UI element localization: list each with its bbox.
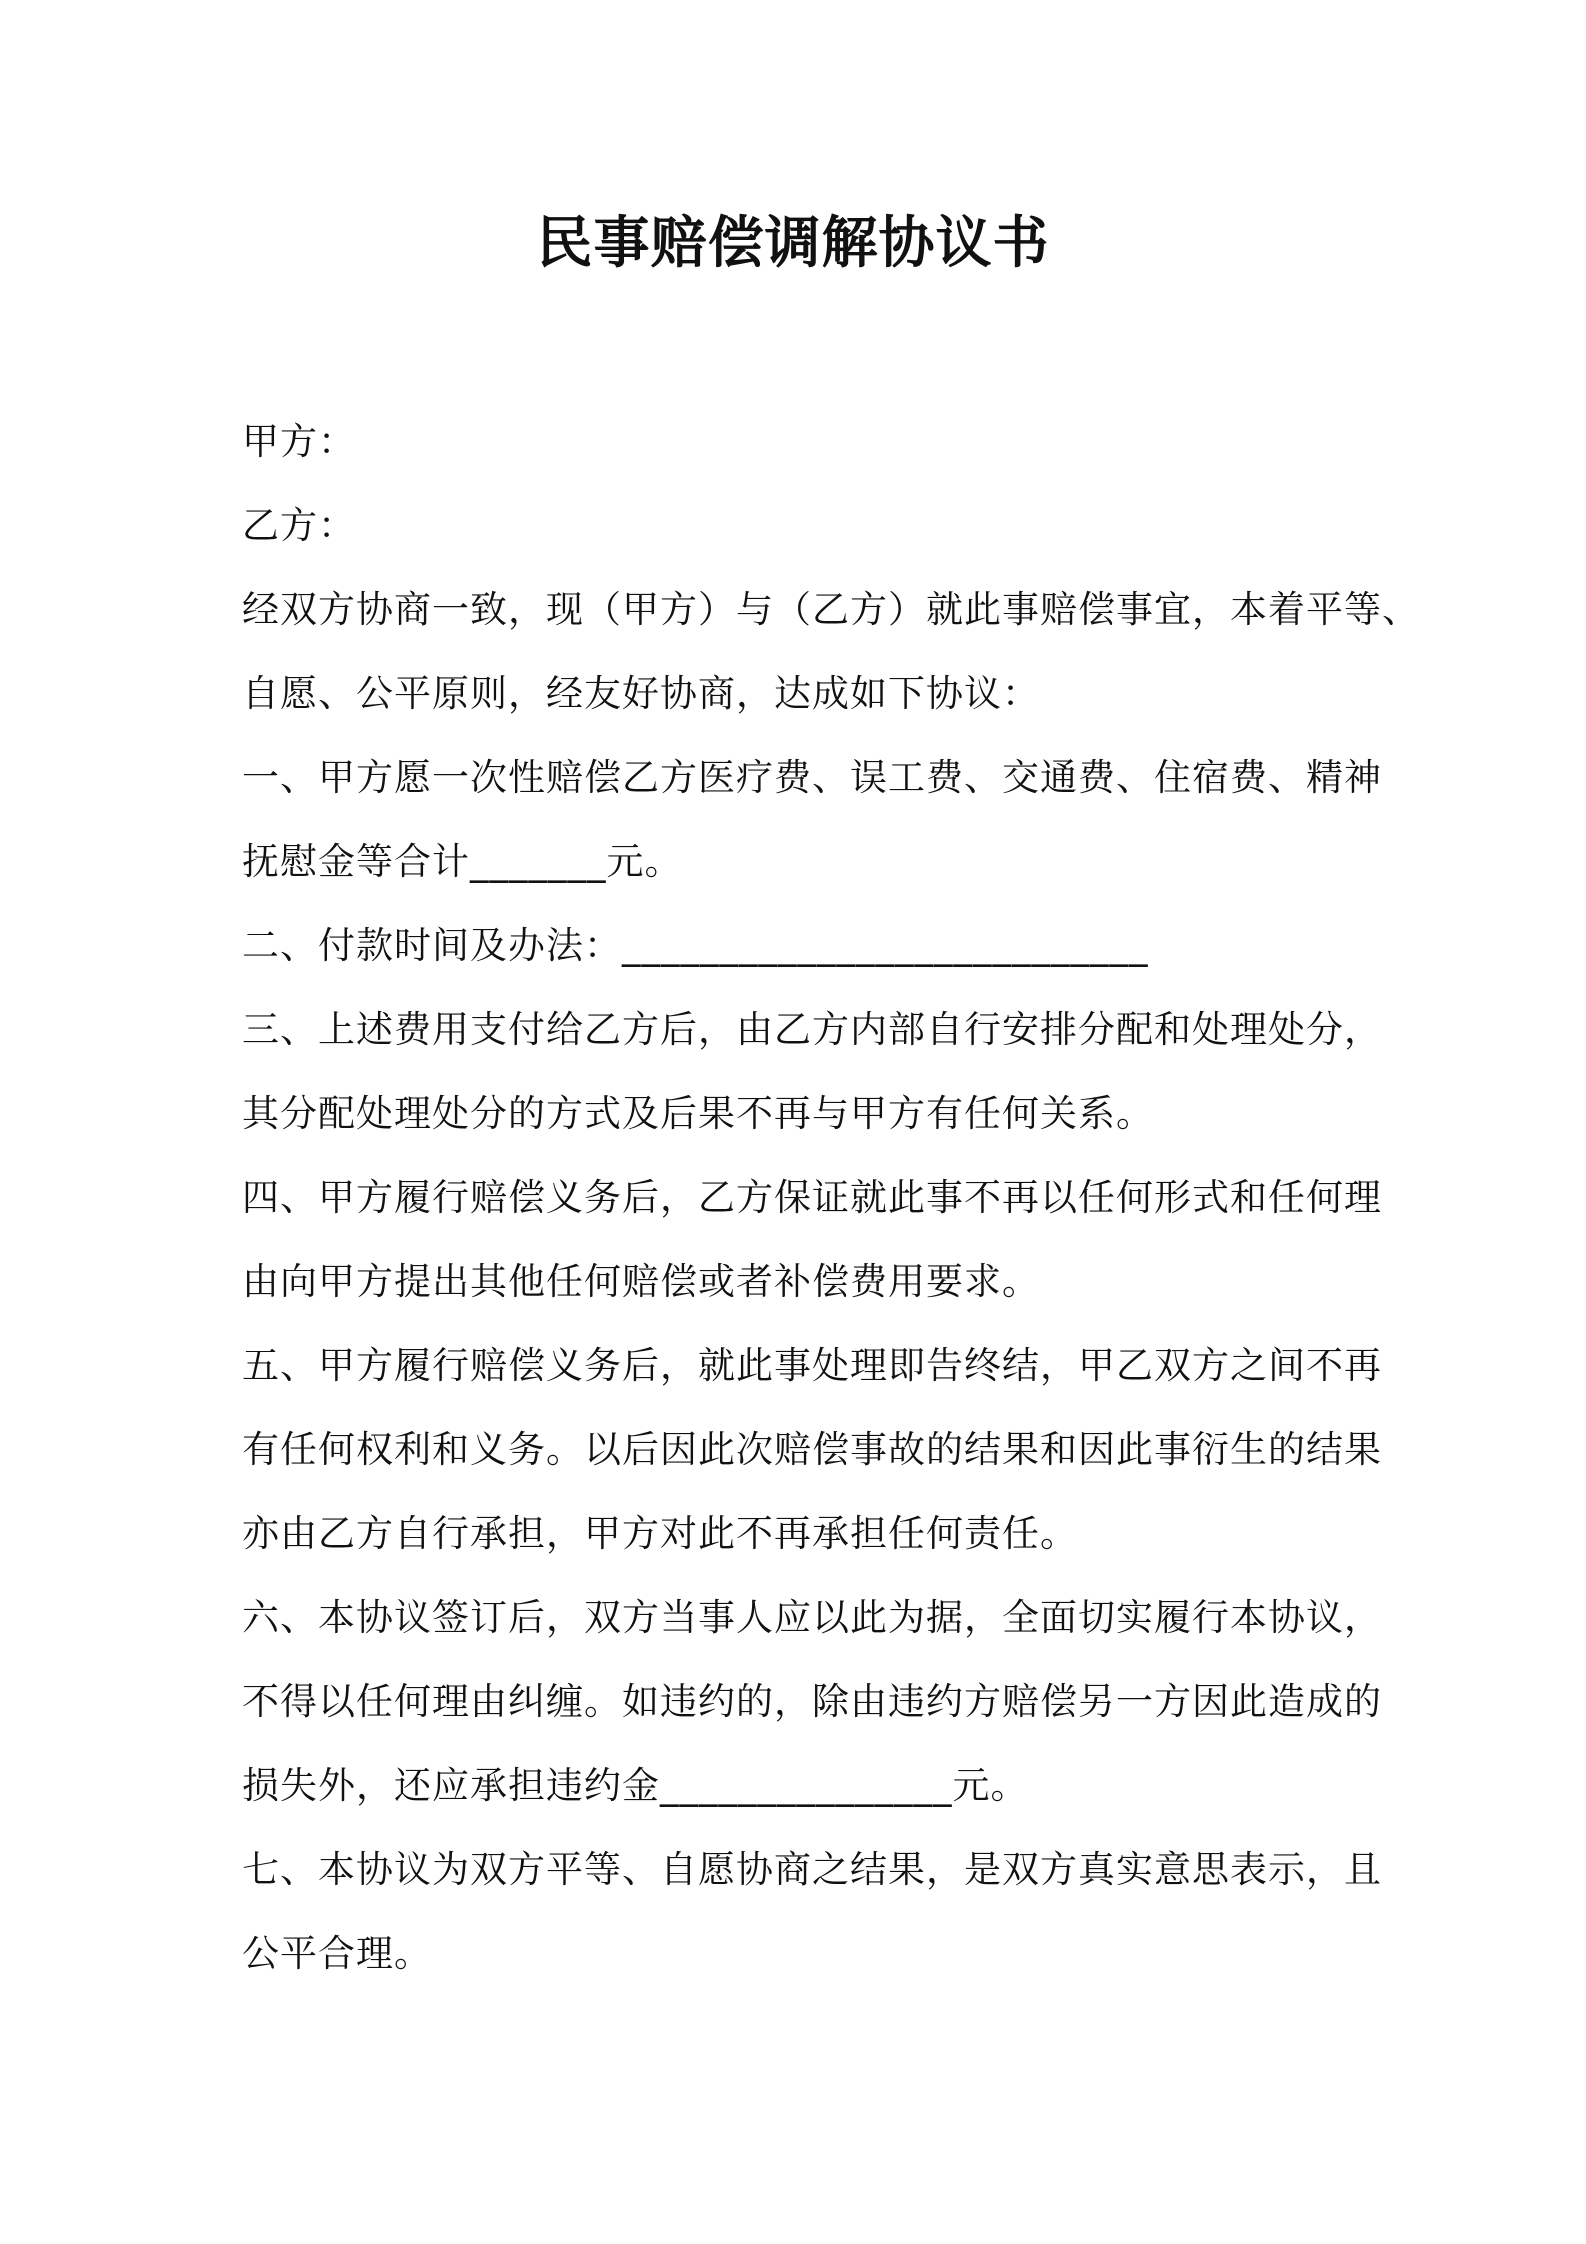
clause-6-line-1: 六、本协议签订后，双方当事人应以此为据，全面切实履行本协议， xyxy=(242,1596,1382,1639)
clause-3-line-1: 三、上述费用支付给乙方后，由乙方内部自行安排分配和处理处分， xyxy=(242,1008,1382,1051)
clause-7-line-2: 公平合理。 xyxy=(242,1932,432,1975)
party-b-line: 乙方： xyxy=(242,504,356,547)
clause-1-line-2: 抚慰金等合计_______元。 xyxy=(242,840,683,883)
clause-6-line-2: 不得以任何理由纠缠。如违约的，除由违约方赔偿另一方因此造成的 xyxy=(242,1680,1382,1723)
clause-6-line-3: 损失外，还应承担违约金_______________元。 xyxy=(242,1764,1029,1807)
document-title: 民事赔偿调解协议书 xyxy=(536,211,1050,276)
clause-2-line-1: 二、付款时间及办法：___________________________ xyxy=(242,924,1149,967)
clause-5-line-2: 有任何权利和义务。以后因此次赔偿事故的结果和因此事衍生的结果 xyxy=(242,1428,1382,1471)
party-a-line: 甲方： xyxy=(242,420,356,463)
clause-4-line-1: 四、甲方履行赔偿义务后，乙方保证就此事不再以任何形式和任何理 xyxy=(242,1176,1382,1219)
clause-1-line-1: 一、甲方愿一次性赔偿乙方医疗费、误工费、交通费、住宿费、精神 xyxy=(242,756,1382,799)
clause-7-line-1: 七、本协议为双方平等、自愿协商之结果，是双方真实意思表示，且 xyxy=(242,1848,1382,1891)
preamble-line-2: 自愿、公平原则，经友好协商，达成如下协议： xyxy=(242,672,1040,715)
clause-4-line-2: 由向甲方提出其他任何赔偿或者补偿费用要求。 xyxy=(242,1260,1040,1303)
document-body xyxy=(242,400,1420,1996)
preamble-line-1: 经双方协商一致，现（甲方）与（乙方）就此事赔偿事宜，本着平等、 xyxy=(242,588,1420,631)
clause-5-line-1: 五、甲方履行赔偿义务后，就此事处理即告终结，甲乙双方之间不再 xyxy=(242,1344,1382,1387)
clause-3-line-2: 其分配处理处分的方式及后果不再与甲方有任何关系。 xyxy=(242,1092,1154,1135)
clause-5-line-3: 亦由乙方自行承担，甲方对此不再承担任何责任。 xyxy=(242,1512,1078,1555)
